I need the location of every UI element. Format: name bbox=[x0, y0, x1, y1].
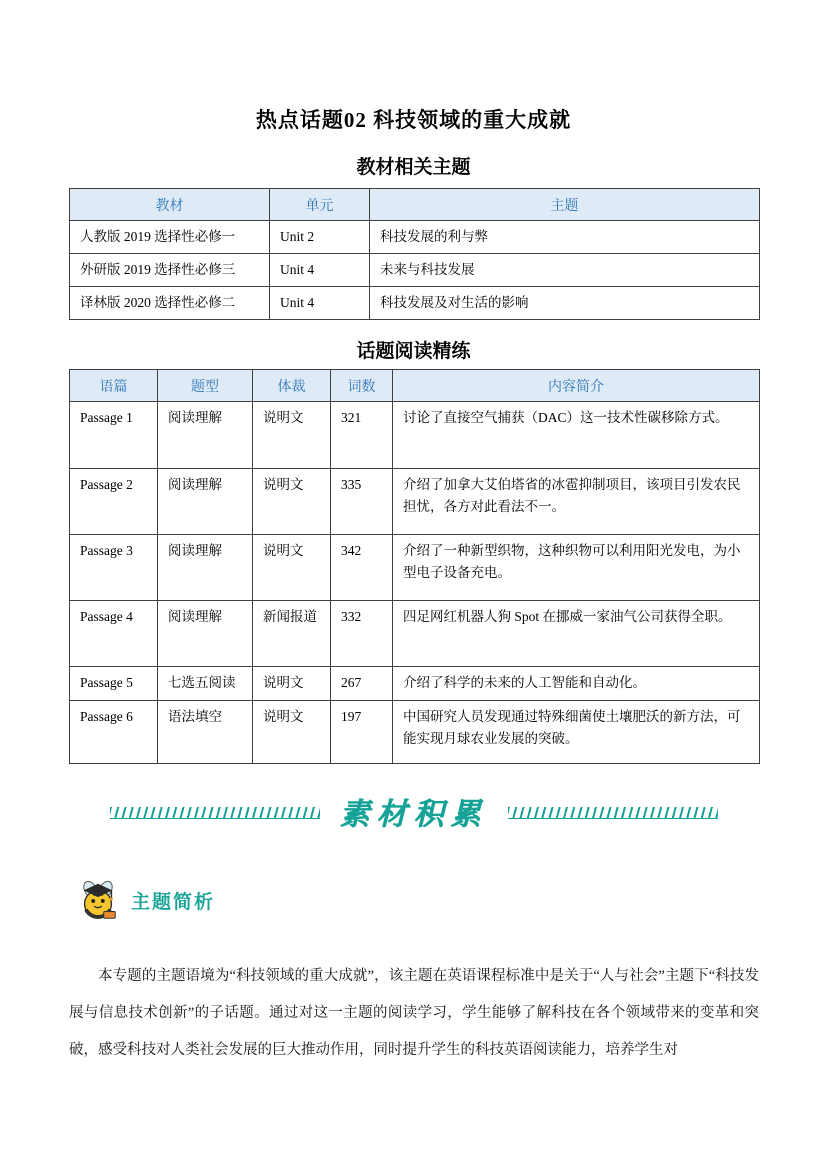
cell-question-type: 阅读理解 bbox=[158, 601, 253, 667]
material-banner-title: 素材积累 bbox=[339, 798, 488, 831]
cell-genre: 说明文 bbox=[253, 701, 331, 764]
cell-passage: Passage 2 bbox=[70, 469, 158, 535]
cell-word-count: 267 bbox=[331, 667, 393, 701]
cell-summary: 介绍了科学的未来的人工智能和自动化。 bbox=[393, 667, 760, 701]
cell-question-type: 阅读理解 bbox=[158, 469, 253, 535]
cell-textbook: 外研版 2019 选择性必修三 bbox=[70, 254, 270, 287]
cell-textbook: 译林版 2020 选择性必修二 bbox=[70, 287, 270, 320]
textbook-table-header-row bbox=[70, 189, 760, 221]
cell-passage: Passage 6 bbox=[70, 701, 158, 764]
col-header-word-count: 词数 bbox=[331, 370, 393, 402]
table-row bbox=[70, 601, 760, 667]
col-header-topic: 主题 bbox=[370, 189, 760, 221]
document-content bbox=[0, 104, 827, 1069]
cell-passage: Passage 1 bbox=[70, 402, 158, 469]
cell-passage: Passage 4 bbox=[70, 601, 158, 667]
bee-scholar-icon bbox=[75, 877, 121, 923]
cell-genre: 说明文 bbox=[253, 402, 331, 469]
section-heading-reading-practice: 话题阅读精练 bbox=[356, 341, 471, 362]
table-row bbox=[70, 667, 760, 701]
cell-textbook: 人教版 2019 选择性必修一 bbox=[70, 221, 270, 254]
cell-word-count: 342 bbox=[331, 535, 393, 601]
col-header-textbook: 教材 bbox=[70, 189, 270, 221]
col-header-passage: 语篇 bbox=[70, 370, 158, 402]
cell-word-count: 321 bbox=[331, 402, 393, 469]
table-row bbox=[70, 221, 760, 254]
hatch-decoration-left bbox=[110, 807, 320, 819]
cell-word-count: 335 bbox=[331, 469, 393, 535]
cell-question-type: 阅读理解 bbox=[158, 535, 253, 601]
cell-genre: 新闻报道 bbox=[253, 601, 331, 667]
cell-unit: Unit 2 bbox=[270, 221, 370, 254]
cell-unit: Unit 4 bbox=[270, 287, 370, 320]
col-header-genre: 体裁 bbox=[253, 370, 331, 402]
cell-unit: Unit 4 bbox=[270, 254, 370, 287]
table-row bbox=[70, 535, 760, 601]
cell-passage: Passage 3 bbox=[70, 535, 158, 601]
cell-summary: 讨论了直接空气捕获（DAC）这一技术性碳移除方式。 bbox=[393, 402, 760, 469]
hatch-decoration-right bbox=[508, 807, 718, 819]
cell-genre: 说明文 bbox=[253, 469, 331, 535]
cell-word-count: 197 bbox=[331, 701, 393, 764]
analysis-heading: 主题简析 bbox=[131, 891, 216, 913]
cell-topic: 未来与科技发展 bbox=[370, 254, 760, 287]
cell-summary: 介绍了加拿大艾伯塔省的冰雹抑制项目，该项目引发农民担忧，各方对此看法不一。 bbox=[393, 469, 760, 535]
passage-table bbox=[69, 369, 760, 764]
material-banner bbox=[69, 790, 758, 832]
cell-passage: Passage 5 bbox=[70, 667, 158, 701]
table-row bbox=[70, 287, 760, 320]
cell-summary: 四足网红机器人狗 Spot 在挪威一家油气公司获得全职。 bbox=[393, 601, 760, 667]
cell-summary: 中国研究人员发现通过特殊细菌使土壤肥沃的新方法，可能实现月球农业发展的突破。 bbox=[393, 701, 760, 764]
analysis-section-header bbox=[75, 876, 758, 924]
cell-question-type: 语法填空 bbox=[158, 701, 253, 764]
col-header-unit: 单元 bbox=[270, 189, 370, 221]
col-header-question-type: 题型 bbox=[158, 370, 253, 402]
passage-table-header-row bbox=[70, 370, 760, 402]
cell-topic: 科技发展及对生活的影响 bbox=[370, 287, 760, 320]
cell-question-type: 阅读理解 bbox=[158, 402, 253, 469]
table-row bbox=[70, 402, 760, 469]
table-row bbox=[70, 701, 760, 764]
textbook-table bbox=[69, 188, 760, 320]
cell-topic: 科技发展的利与弊 bbox=[370, 221, 760, 254]
col-header-summary: 内容简介 bbox=[393, 370, 760, 402]
cell-genre: 说明文 bbox=[253, 535, 331, 601]
table-row bbox=[70, 469, 760, 535]
cell-word-count: 332 bbox=[331, 601, 393, 667]
page-title: 热点话题02 科技领域的重大成就 bbox=[255, 108, 572, 132]
cell-summary: 介绍了一种新型织物，这种织物可以利用阳光发电，为小型电子设备充电。 bbox=[393, 535, 760, 601]
table-row bbox=[70, 254, 760, 287]
cell-question-type: 七选五阅读 bbox=[158, 667, 253, 701]
analysis-paragraph: 本专题的主题语境为“科技领域的重大成就”，该主题在英语课程标准中是关于“人与社会”主题下“科技发展与信息技术创新”的子话题。通过对这一主题的阅读学习，学生能够了解科技在各个领域带来的变革和突破，感受科技对人类社会发展的巨大推动作用，同时提升学生的科技英语阅读能力，培养学生对 bbox=[69, 968, 759, 1058]
section-heading-textbook-topics: 教材相关主题 bbox=[356, 157, 471, 178]
cell-genre: 说明文 bbox=[253, 667, 331, 701]
